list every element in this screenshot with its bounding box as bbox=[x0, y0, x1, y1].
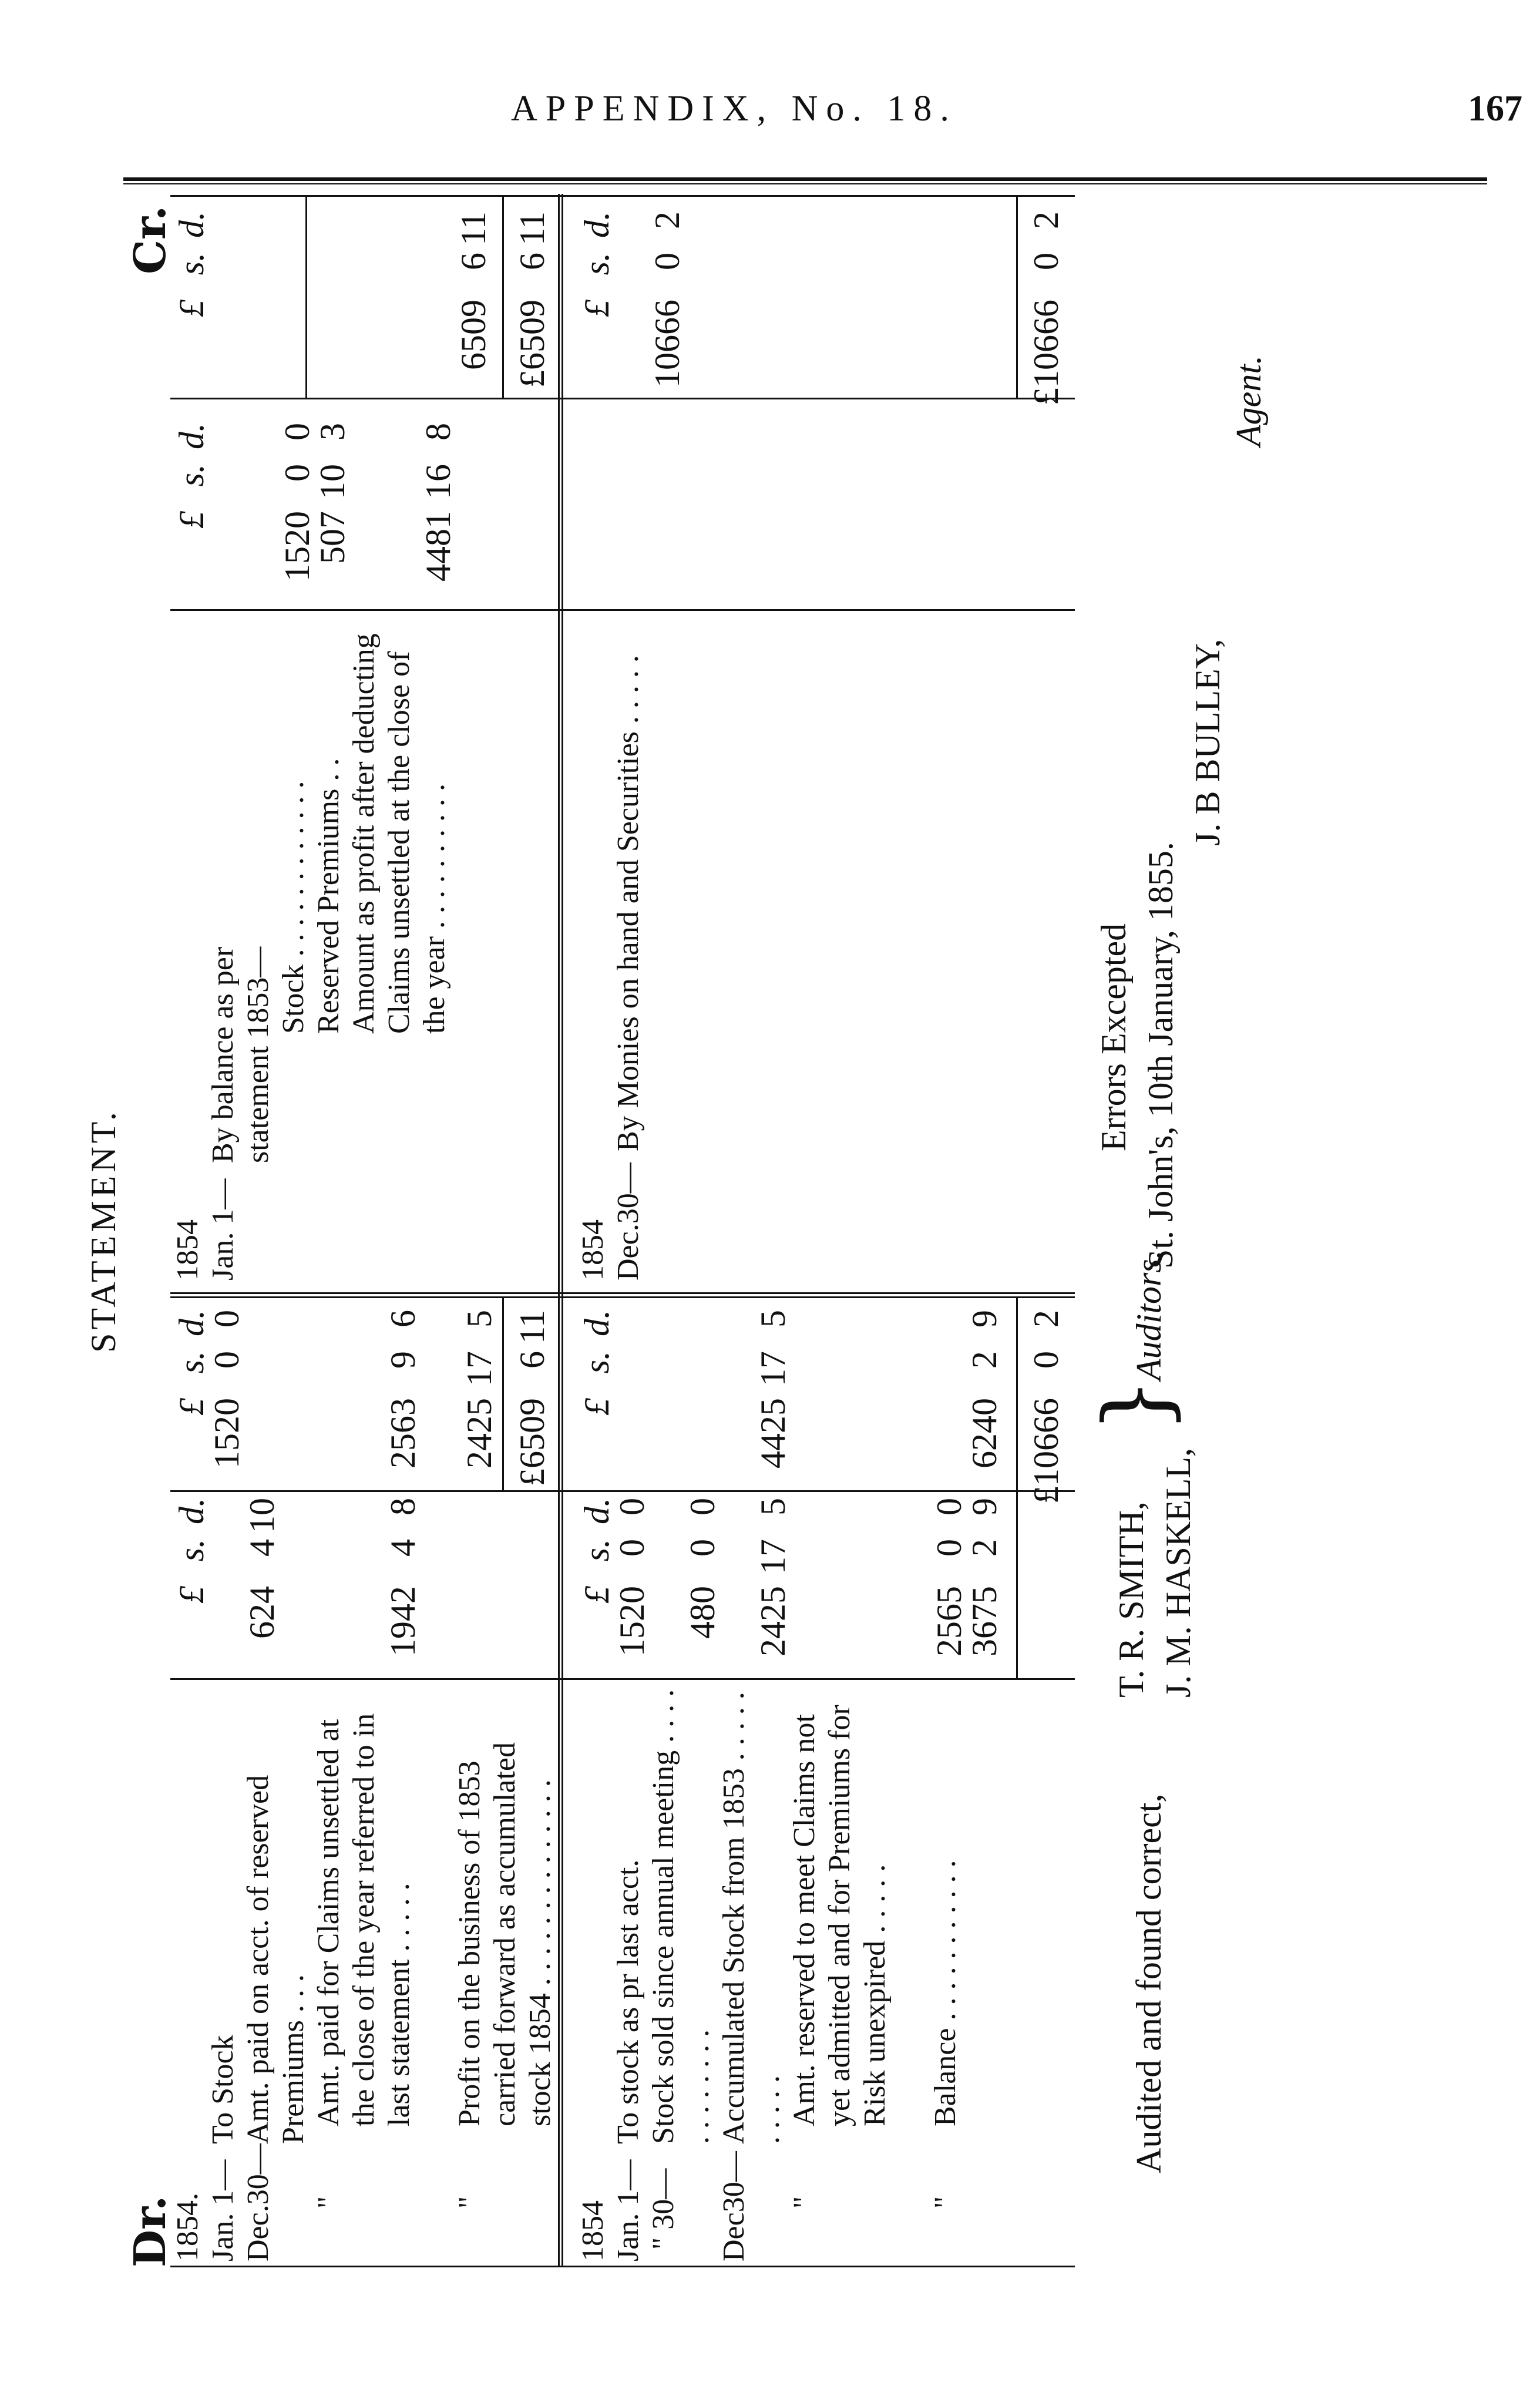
entry-text: Amt. paid on acct. of reserved Premiums . . . bbox=[241, 1775, 310, 2144]
amount-pounds: 4481 bbox=[419, 511, 458, 582]
top-right-row-profit: Amount as profit after deducting Claims unsettled at the close of the year . . . . . . . . . . bbox=[347, 633, 451, 1034]
bottom-right-entries bbox=[576, 617, 681, 1281]
amount-shillings: 0 bbox=[278, 464, 317, 482]
header-pounds: £ bbox=[172, 300, 211, 317]
bottom-left-year: 1854 bbox=[576, 2200, 610, 2261]
entry-text: To Stock bbox=[206, 2035, 240, 2144]
header-pence: d. bbox=[172, 1498, 211, 1524]
entry-date: Jan. 1— bbox=[611, 2159, 645, 2261]
amount-shillings: 4 bbox=[384, 1539, 422, 1557]
entry-date: Dec30— bbox=[717, 2151, 751, 2261]
auditors-label: Auditors. bbox=[1129, 1250, 1168, 1380]
amount-pounds: 2565 bbox=[930, 1586, 969, 1656]
header-shillings: s. bbox=[577, 253, 616, 275]
amount-pounds: 2425 bbox=[754, 1586, 792, 1656]
amount-shillings: 6 bbox=[454, 253, 493, 270]
brace-icon: } bbox=[1085, 1377, 1188, 1433]
header-pounds: £ bbox=[577, 1586, 616, 1604]
header-shillings: s. bbox=[577, 1351, 616, 1374]
amount-pence: 11 bbox=[454, 211, 493, 246]
total-pence: 11 bbox=[513, 211, 552, 246]
top-right-entries bbox=[170, 617, 487, 1281]
bottom-left-row-2 bbox=[646, 1686, 717, 2261]
header-pounds: £ bbox=[577, 300, 616, 317]
amount-shillings: 0 bbox=[613, 1539, 651, 1557]
amount-shillings: 9 bbox=[384, 1351, 422, 1369]
amount-pence: 0 bbox=[613, 1498, 651, 1515]
amount-pence: 9 bbox=[965, 1498, 1004, 1515]
header-pence: d. bbox=[577, 1498, 616, 1524]
entry-date: Jan. 1— bbox=[206, 1178, 240, 1281]
top-right-intro bbox=[206, 617, 276, 1281]
rule-bottom-left-sum bbox=[1016, 1298, 1018, 1492]
header-pence: d. bbox=[577, 1310, 616, 1336]
amount-pounds: 480 bbox=[683, 1586, 722, 1639]
amount-pence: 8 bbox=[384, 1498, 422, 1515]
debit-label: Dr. bbox=[125, 2195, 176, 2267]
total-pence: 2 bbox=[1027, 211, 1065, 229]
entry-text: Accumulated Stock from 1853 . . . . . . . . . . bbox=[717, 1692, 786, 2144]
header-pence: d. bbox=[577, 211, 616, 238]
amount-shillings: 16 bbox=[419, 464, 458, 499]
top-left-row-1 bbox=[206, 1686, 241, 2261]
bottom-left-row-4 bbox=[787, 1686, 928, 2261]
amount-pounds: 1520 bbox=[278, 511, 317, 582]
amount-shillings: 2 bbox=[965, 1539, 1004, 1557]
rule-bottom-left-inner bbox=[1016, 1492, 1018, 1680]
amount-pounds: 10666 bbox=[648, 300, 687, 388]
bottom-right-year: 1854 bbox=[576, 1219, 610, 1281]
entry-date: " bbox=[788, 2196, 821, 2209]
place-and-date: St. John's, 10th January, 1855. bbox=[1141, 842, 1180, 1269]
entry-date: " bbox=[453, 2196, 486, 2209]
bottom-right-row-1 bbox=[611, 617, 681, 1281]
total-pounds: £10666 bbox=[1027, 300, 1065, 405]
total-pence: 11 bbox=[513, 1310, 552, 1344]
entry-text: By balance as per statement 1853— bbox=[206, 946, 275, 1163]
amount-pounds: 1942 bbox=[384, 1586, 422, 1656]
amount-pounds: 4425 bbox=[754, 1398, 792, 1468]
amount-shillings: 0 bbox=[930, 1539, 969, 1557]
running-head-title: APPENDIX, No. 18. bbox=[511, 89, 957, 129]
amount-shillings: 0 bbox=[207, 1351, 246, 1369]
header-pence: d. bbox=[172, 423, 211, 449]
rule-bottom-right-sum bbox=[1016, 197, 1018, 399]
entry-text: Profit on the business of 1853 carried forward as accumulated stock 1854 . . . . . . . . . . . . . . bbox=[453, 1742, 557, 2126]
top-right-row-premiums: Reserved Premiums . . bbox=[312, 758, 345, 1034]
rule-left-inner bbox=[170, 1678, 1075, 1680]
bottom-left-row-3 bbox=[717, 1686, 787, 2261]
rule-right-inner bbox=[170, 609, 1075, 611]
amount-pence: 10 bbox=[243, 1498, 281, 1533]
amount-pounds: 6240 bbox=[965, 1398, 1004, 1468]
amount-pounds: 1520 bbox=[613, 1586, 651, 1656]
total-shillings: 6 bbox=[513, 253, 552, 270]
header-shillings: s. bbox=[577, 1539, 616, 1562]
amount-pounds: 6509 bbox=[454, 300, 493, 370]
agent-name: J. B BULLEY, bbox=[1188, 639, 1227, 846]
bottom-left-entries bbox=[576, 1686, 963, 2261]
amount-pounds: 3675 bbox=[965, 1586, 1004, 1656]
amount-pounds: 624 bbox=[243, 1586, 281, 1639]
header-shillings: s. bbox=[172, 1351, 211, 1374]
rule-right-text bbox=[558, 611, 560, 1269]
rule-left-outer bbox=[170, 1490, 1075, 1492]
top-left-row-3 bbox=[311, 1686, 452, 2261]
amount-pence: 8 bbox=[419, 423, 458, 441]
total-pounds: £6509 bbox=[513, 1398, 552, 1486]
header-pence: d. bbox=[172, 211, 211, 238]
top-right-row-stock: Stock . . . . . . . . . . . . bbox=[277, 781, 310, 1034]
header-shillings: s. bbox=[172, 1539, 211, 1562]
rotated-statement-page bbox=[82, 182, 1457, 2279]
entry-text: By Monies on hand and Securities . . . . . bbox=[611, 655, 645, 1151]
entry-text: To stock as pr last acct. bbox=[611, 1859, 645, 2144]
amount-pounds: 2425 bbox=[460, 1398, 499, 1468]
amount-shillings: 10 bbox=[313, 464, 352, 499]
auditor-1: T. R. SMITH, bbox=[1112, 1501, 1151, 1698]
amount-pence: 5 bbox=[460, 1310, 499, 1328]
total-shillings: 6 bbox=[513, 1351, 552, 1369]
amount-shillings: 4 bbox=[243, 1539, 281, 1557]
amount-shillings: 2 bbox=[965, 1351, 1004, 1369]
amount-shillings: 0 bbox=[648, 253, 687, 270]
entry-text: Amt. reserved to meet Claims not yet admitted and for Premiums for Risk unexpired . . . . . bbox=[788, 1705, 892, 2126]
total-shillings: 0 bbox=[1027, 1351, 1065, 1369]
amount-pence: 2 bbox=[648, 211, 687, 229]
bottom-left-row-1 bbox=[611, 1686, 646, 2261]
header-pounds: £ bbox=[172, 1398, 211, 1416]
entry-text: Stock sold since annual meeting . . . . . . . . . . . . bbox=[647, 1689, 715, 2144]
agent-label: Agent. bbox=[1229, 355, 1268, 446]
entry-date: " bbox=[929, 2196, 962, 2209]
credit-label: Cr. bbox=[125, 206, 176, 274]
entry-text: Balance . . . . . . . . . . . bbox=[929, 1860, 962, 2126]
top-left-row-4 bbox=[452, 1686, 593, 2261]
ledger-frame bbox=[170, 194, 1075, 2267]
auditor-2: J. M. HASKELL, bbox=[1159, 1447, 1198, 1698]
entry-date: " bbox=[312, 2196, 345, 2209]
top-right-year: 1854 bbox=[171, 1219, 204, 1281]
amount-shillings: 17 bbox=[754, 1539, 792, 1574]
amount-pounds: 1520 bbox=[207, 1398, 246, 1468]
entry-date: Dec.30— bbox=[241, 2143, 275, 2261]
entry-text: Amt. paid for Claims unsettled at the close of the year referred to in last statement . . . . . bbox=[312, 1713, 416, 2126]
head-rule bbox=[123, 177, 1487, 181]
statement-heading: STATEMENT. bbox=[84, 1108, 123, 1353]
page-number: 167 bbox=[1468, 89, 1522, 129]
amount-pounds: 2563 bbox=[384, 1398, 422, 1468]
amount-shillings: 17 bbox=[754, 1351, 792, 1386]
signature-block bbox=[1085, 182, 1445, 2279]
amount-pence: 9 bbox=[965, 1310, 1004, 1328]
running-head bbox=[0, 88, 1540, 135]
entry-date: Dec.30— bbox=[611, 1162, 645, 1281]
top-left-year: 1854. bbox=[171, 2193, 204, 2261]
total-pounds: £10666 bbox=[1027, 1398, 1065, 1504]
amount-shillings: 17 bbox=[460, 1351, 499, 1386]
total-pounds: £6509 bbox=[513, 300, 552, 388]
amount-pence: 0 bbox=[930, 1498, 969, 1515]
amount-pence: 0 bbox=[683, 1498, 722, 1515]
header-shillings: s. bbox=[172, 253, 211, 275]
rule-top-right-sub bbox=[305, 197, 307, 399]
total-pence: 2 bbox=[1027, 1310, 1065, 1328]
rule-top-right-sum bbox=[502, 197, 504, 399]
top-left-row-2 bbox=[241, 1686, 311, 2261]
entry-date: " 30— bbox=[647, 2168, 680, 2250]
amount-pence: 3 bbox=[313, 423, 352, 441]
header-pounds: £ bbox=[577, 1398, 616, 1416]
top-left-entries bbox=[170, 1686, 593, 2261]
amount-pence: 5 bbox=[754, 1310, 792, 1328]
header-pence: d. bbox=[172, 1310, 211, 1336]
amount-pence: 0 bbox=[278, 423, 317, 441]
rule-left bbox=[170, 2266, 1075, 2267]
header-pounds: £ bbox=[172, 511, 211, 529]
header-shillings: s. bbox=[172, 464, 211, 487]
amount-pence: 6 bbox=[384, 1310, 422, 1328]
bottom-left-row-5 bbox=[928, 1686, 963, 2261]
header-pounds: £ bbox=[172, 1586, 211, 1604]
rule-center-double bbox=[170, 1292, 1075, 1298]
entry-date: Jan. 1— bbox=[206, 2159, 240, 2261]
errors-excepted: Errors Excepted bbox=[1094, 923, 1133, 1151]
amount-pence: 0 bbox=[207, 1310, 246, 1328]
amount-pounds: 507 bbox=[313, 511, 352, 564]
audited-text: Audited and found correct, bbox=[1129, 1793, 1168, 2173]
amount-pence: 5 bbox=[754, 1498, 792, 1515]
total-shillings: 0 bbox=[1027, 253, 1065, 270]
rule-top-left-sum bbox=[502, 1298, 504, 1492]
amount-shillings: 0 bbox=[683, 1539, 722, 1557]
